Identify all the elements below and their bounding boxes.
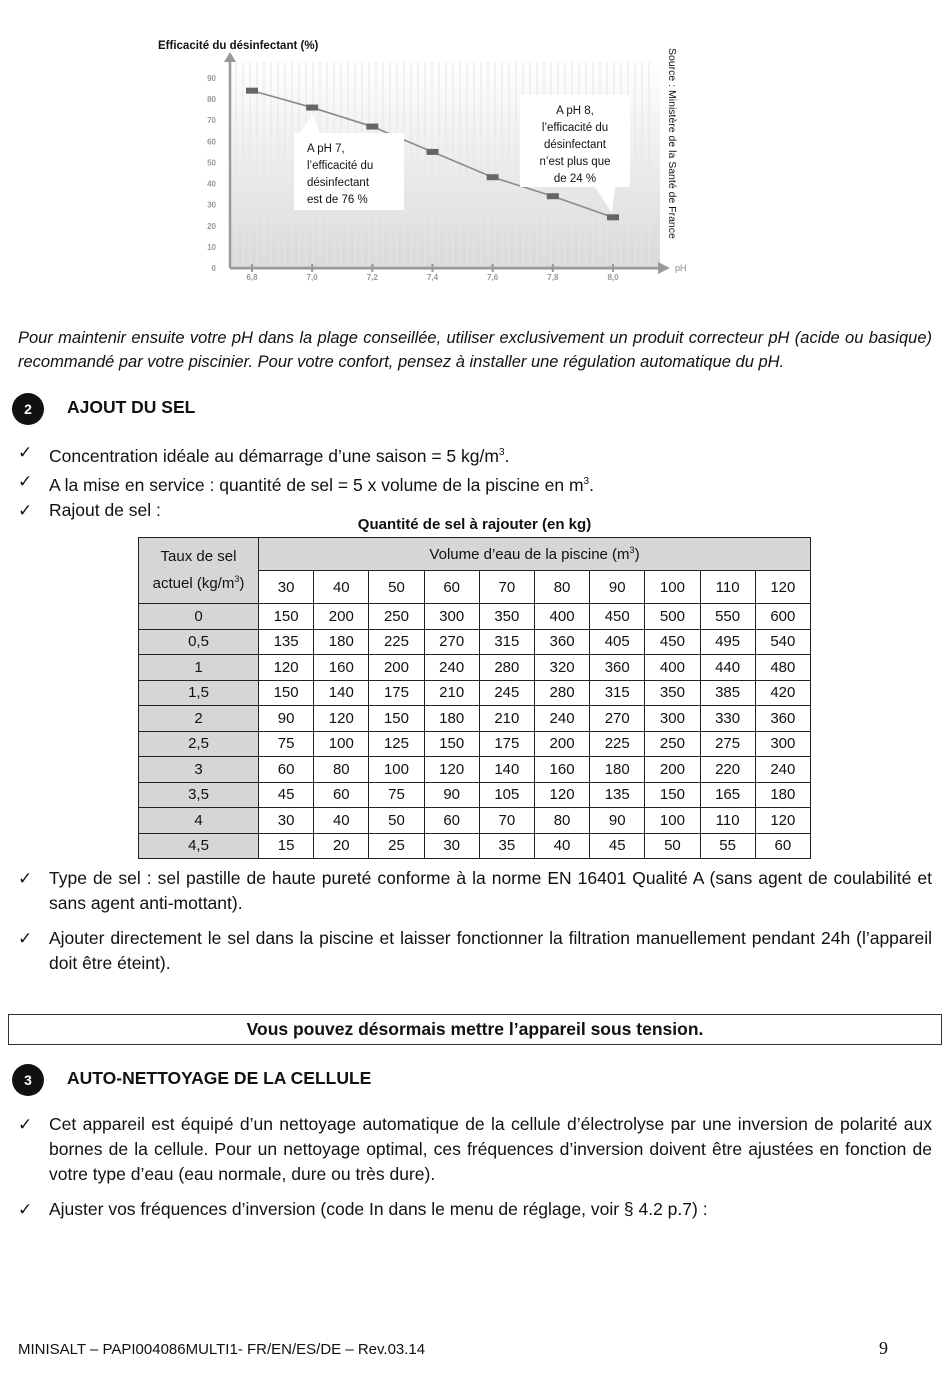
list-item-suffix: . [504, 445, 510, 466]
salt-quantity-cell: 200 [369, 655, 424, 681]
salt-table [138, 537, 811, 859]
list-item-suffix: . [589, 474, 594, 495]
list-item-text: Cet appareil est équipé d’un nettoyage automatique de la cellule d’électrolyse par une inversion de polarité aux bornes de la cellule. Pour un nettoyage optimal, ces fréquences d’inversion doivent être ajustées en fonction de votre type d’eau (eau normale, dure ou très dure). [49, 1114, 932, 1184]
section-3-title: AUTO-NETTOYAGE DE LA CELLULE [67, 1068, 372, 1088]
chart-x-tick-label: 7,0 [306, 273, 318, 282]
chart-y-ticks [207, 74, 216, 273]
annotation-text-line: l’efficacité du [307, 160, 374, 172]
chart-y-tick-label: 0 [211, 264, 216, 273]
salt-quantity-cell: 60 [259, 757, 314, 783]
salt-quantity-cell: 270 [424, 629, 479, 655]
list-item-text: A la mise en service : quantité de sel = 5 x volume de la piscine en m [49, 474, 584, 495]
salt-quantity-cell: 75 [259, 731, 314, 757]
table-row [139, 757, 811, 783]
salt-quantity-cell: 225 [369, 629, 424, 655]
salt-quantity-cell: 550 [700, 604, 755, 630]
chart-y-axis-title: Efficacité du désinfectant (%) [158, 40, 319, 52]
salt-quantity-cell: 120 [534, 782, 589, 808]
salt-quantity-cell: 180 [424, 706, 479, 732]
volume-header-text: Volume d’eau de la piscine (m [429, 546, 630, 563]
salt-quantity-cell: 100 [645, 808, 700, 834]
salt-quantity-cell: 100 [369, 757, 424, 783]
salt-quantity-cell: 40 [314, 808, 369, 834]
salt-quantity-cell: 540 [755, 629, 810, 655]
annotation-text-line: désinfectant [307, 177, 370, 189]
salt-quantity-cell: 275 [700, 731, 755, 757]
salt-quantity-cell: 240 [424, 655, 479, 681]
checkmark-icon: ✓ [18, 471, 33, 491]
checkmark-icon: ✓ [18, 1115, 33, 1134]
salt-quantity-cell: 315 [590, 680, 645, 706]
footer-document-reference: MINISALT – PAPI004086MULTI1- FR/EN/ES/DE – Rev.03.14 [18, 1341, 426, 1358]
salt-quantity-cell: 200 [645, 757, 700, 783]
chart-source-label: Source : Ministère de la Santé de France [666, 48, 678, 239]
salt-quantity-cell: 210 [479, 706, 534, 732]
volume-column-header: 120 [755, 571, 810, 604]
volume-column-header: 90 [590, 571, 645, 604]
salt-quantity-cell: 180 [314, 629, 369, 655]
footer-page-number: 9 [879, 1338, 888, 1358]
salt-quantity-cell: 35 [479, 833, 534, 859]
table-row [139, 731, 811, 757]
salt-quantity-cell: 160 [534, 757, 589, 783]
table-row [139, 680, 811, 706]
chart-x-tick-label: 7,6 [487, 273, 499, 282]
ph-intro-paragraph: Pour maintenir ensuite votre pH dans la plage conseillée, utiliser exclusivement un produit correcteur pH (acide ou basique) recommandé par votre piscinier. Pour votre confort, pensez à installer une régulation automatique du pH. [18, 329, 932, 371]
salt-quantity-cell: 120 [259, 655, 314, 681]
salt-quantity-cell: 240 [534, 706, 589, 732]
salt-rate-cell: 2,5 [139, 731, 259, 757]
salt-quantity-cell: 450 [590, 604, 645, 630]
section-2-number-badge: 2 [12, 393, 44, 425]
chart-data-point [427, 149, 439, 155]
salt-rate-cell: 1 [139, 655, 259, 681]
salt-quantity-cell: 220 [700, 757, 755, 783]
table-row [139, 604, 811, 630]
salt-quantity-cell: 450 [645, 629, 700, 655]
salt-notes-list [18, 866, 932, 976]
chart-x-tick-label: 7,8 [547, 273, 559, 282]
salt-quantity-cell: 200 [534, 731, 589, 757]
salt-quantity-cell: 320 [534, 655, 589, 681]
table-row [139, 833, 811, 859]
checkmark-icon: ✓ [18, 1200, 33, 1219]
table-row [139, 706, 811, 732]
salt-quantity-cell: 15 [259, 833, 314, 859]
salt-quantity-cell: 125 [369, 731, 424, 757]
salt-quantity-cell: 300 [645, 706, 700, 732]
chart-x-tick-label: 6,8 [246, 273, 258, 282]
salt-quantity-cell: 240 [755, 757, 810, 783]
chart-y-tick-label: 30 [207, 200, 216, 210]
salt-quantity-cell: 300 [424, 604, 479, 630]
salt-quantity-cell: 30 [259, 808, 314, 834]
salt-quantity-cell: 30 [424, 833, 479, 859]
salt-quantity-cell: 250 [369, 604, 424, 630]
salt-quantity-cell: 180 [755, 782, 810, 808]
list-item-text: Rajout de sel : [49, 499, 161, 520]
salt-quantity-cell: 135 [259, 629, 314, 655]
list-item [18, 1197, 932, 1222]
salt-quantity-cell: 50 [369, 808, 424, 834]
salt-rate-cell: 2 [139, 706, 259, 732]
list-item-text: Ajouter directement le sel dans la piscine et laisser fonctionner la filtration manuellement pendant 24h (l’appareil doit être éteint). [49, 928, 932, 973]
chart-x-axis-arrow [658, 262, 670, 274]
volume-column-header: 30 [259, 571, 314, 604]
salt-quantity-cell: 360 [534, 629, 589, 655]
list-item [18, 926, 932, 976]
superscript: 3 [583, 475, 590, 487]
table-row [139, 655, 811, 681]
salt-quantity-cell: 120 [424, 757, 479, 783]
power-on-notice: Vous pouvez désormais mettre l’appareil sous tension. [8, 1014, 942, 1045]
salt-rate-cell: 4 [139, 808, 259, 834]
list-item [18, 866, 932, 916]
salt-intro-list [18, 440, 932, 523]
superscript: 3 [234, 574, 240, 584]
salt-quantity-cell: 315 [479, 629, 534, 655]
salt-quantity-cell: 140 [479, 757, 534, 783]
checkmark-icon: ✓ [18, 929, 33, 948]
salt-quantity-cell: 70 [479, 808, 534, 834]
salt-quantity-cell: 45 [590, 833, 645, 859]
salt-quantity-cell: 90 [259, 706, 314, 732]
chart-y-tick-label: 70 [207, 116, 216, 126]
salt-quantity-cell: 225 [590, 731, 645, 757]
chart-data-point [246, 88, 258, 94]
annotation-text-line: n’est plus que [539, 156, 611, 168]
self-cleaning-list [18, 1112, 932, 1222]
volume-column-header: 50 [369, 571, 424, 604]
list-item-text: Concentration idéale au démarrage d’une saison = 5 kg/m [49, 445, 499, 466]
section-2-title: AJOUT DU SEL [67, 397, 196, 417]
salt-quantity-cell: 385 [700, 680, 755, 706]
checkmark-icon: ✓ [18, 500, 33, 520]
list-item [18, 1112, 932, 1187]
salt-quantity-cell: 105 [479, 782, 534, 808]
chart-data-point [306, 105, 318, 111]
salt-quantity-cell: 165 [700, 782, 755, 808]
list-item [18, 469, 932, 498]
annotation-text-line: désinfectant [543, 139, 607, 151]
volume-column-header: 70 [479, 571, 534, 604]
ph-efficiency-chart [150, 30, 690, 292]
salt-quantity-cell: 360 [755, 706, 810, 732]
salt-quantity-cell: 180 [590, 757, 645, 783]
salt-quantity-cell: 350 [479, 604, 534, 630]
corner-header-suffix: ) [239, 575, 245, 592]
volume-column-header: 80 [534, 571, 589, 604]
salt-quantity-cell: 45 [259, 782, 314, 808]
salt-quantity-cell: 50 [645, 833, 700, 859]
salt-quantity-cell: 135 [590, 782, 645, 808]
salt-quantity-cell: 80 [534, 808, 589, 834]
volume-column-header: 100 [645, 571, 700, 604]
salt-quantity-cell: 500 [645, 604, 700, 630]
annotation-text-line: l’efficacité du [541, 122, 609, 134]
chart-y-axis-arrow [224, 52, 236, 62]
salt-quantity-cell: 110 [700, 808, 755, 834]
chart-y-tick-label: 40 [207, 179, 216, 189]
salt-quantity-cell: 100 [314, 731, 369, 757]
salt-quantity-cell: 270 [590, 706, 645, 732]
chart-y-tick-label: 50 [207, 158, 216, 168]
table-row [139, 782, 811, 808]
salt-rate-cell: 0,5 [139, 629, 259, 655]
salt-quantity-cell: 175 [369, 680, 424, 706]
salt-quantity-cell: 440 [700, 655, 755, 681]
salt-table-volume-header [259, 538, 811, 571]
salt-quantity-cell: 250 [645, 731, 700, 757]
volume-column-header: 40 [314, 571, 369, 604]
salt-rate-cell: 0 [139, 604, 259, 630]
superscript: 3 [498, 447, 505, 458]
chart-x-tick-label: 7,4 [426, 273, 439, 282]
chart-y-tick-label: 20 [207, 221, 216, 231]
chart-y-tick-label: 60 [207, 137, 216, 147]
salt-quantity-cell: 120 [314, 706, 369, 732]
salt-rate-cell: 1,5 [139, 680, 259, 706]
annotation-text-line: de 24 % [553, 173, 597, 185]
checkmark-icon: ✓ [18, 443, 33, 462]
salt-quantity-cell: 495 [700, 629, 755, 655]
salt-quantity-cell: 20 [314, 833, 369, 859]
chart-y-tick-label: 10 [207, 242, 216, 252]
salt-quantity-cell: 350 [645, 680, 700, 706]
salt-quantity-cell: 90 [590, 808, 645, 834]
salt-quantity-cell: 480 [755, 655, 810, 681]
salt-rate-cell: 4,5 [139, 833, 259, 859]
chart-x-tick-label: 8,0 [607, 273, 619, 282]
salt-quantity-cell: 150 [259, 604, 314, 630]
salt-table-corner-header [139, 538, 259, 604]
chart-x-tick-label: 7,2 [366, 273, 378, 282]
salt-quantity-cell: 60 [314, 782, 369, 808]
annotation-text-line: A pH 8, [556, 105, 594, 117]
corner-header-line-2: actuel (kg/m [152, 575, 235, 592]
salt-quantity-cell: 90 [424, 782, 479, 808]
annotation-text-line: A pH 7, [307, 143, 345, 155]
salt-quantity-cell: 150 [259, 680, 314, 706]
chart-x-axis-title: pH [675, 263, 687, 273]
salt-quantity-cell: 55 [700, 833, 755, 859]
salt-quantity-cell: 400 [534, 604, 589, 630]
salt-quantity-cell: 300 [755, 731, 810, 757]
list-item [18, 440, 932, 469]
chart-data-point [607, 214, 619, 220]
section-3-number-badge: 3 [12, 1064, 44, 1096]
salt-quantity-cell: 200 [314, 604, 369, 630]
salt-quantity-cell: 25 [369, 833, 424, 859]
salt-quantity-cell: 210 [424, 680, 479, 706]
salt-quantity-cell: 330 [700, 706, 755, 732]
chart-y-tick-label: 80 [207, 95, 216, 105]
table-row [139, 629, 811, 655]
salt-quantity-cell: 405 [590, 629, 645, 655]
salt-table-title: Quantité de sel à rajouter (en kg) [357, 516, 592, 533]
salt-rate-cell: 3,5 [139, 782, 259, 808]
chart-data-point [547, 193, 559, 199]
salt-quantity-cell: 280 [479, 655, 534, 681]
salt-quantity-cell: 400 [645, 655, 700, 681]
salt-quantity-cell: 140 [314, 680, 369, 706]
volume-column-header: 110 [700, 571, 755, 604]
list-item-text: Ajuster vos fréquences d’inversion (code In dans le menu de réglage, voir § 4.2 p.7) : [49, 1199, 708, 1219]
salt-quantity-cell: 280 [534, 680, 589, 706]
salt-rate-cell: 3 [139, 757, 259, 783]
chart-data-point [366, 124, 378, 130]
salt-quantity-cell: 150 [645, 782, 700, 808]
salt-quantity-cell: 245 [479, 680, 534, 706]
salt-quantity-cell: 120 [755, 808, 810, 834]
annotation-text-line: est de 76 % [307, 194, 368, 206]
chart-y-tick-label: 90 [207, 74, 216, 83]
salt-quantity-cell: 600 [755, 604, 810, 630]
salt-quantity-cell: 360 [590, 655, 645, 681]
volume-header-suffix: ) [634, 546, 640, 563]
table-row [139, 808, 811, 834]
salt-quantity-cell: 150 [424, 731, 479, 757]
superscript: 3 [629, 545, 635, 555]
salt-quantity-cell: 150 [369, 706, 424, 732]
salt-quantity-cell: 75 [369, 782, 424, 808]
salt-table-body [139, 604, 811, 859]
salt-quantity-cell: 175 [479, 731, 534, 757]
salt-quantity-cell: 160 [314, 655, 369, 681]
salt-quantity-cell: 420 [755, 680, 810, 706]
list-item-text: Type de sel : sel pastille de haute pureté conforme à la norme EN 16401 Qualité A (sans agent de coulabilité et sans agent anti-mottant). [49, 868, 932, 913]
salt-quantity-cell: 40 [534, 833, 589, 859]
salt-quantity-cell: 80 [314, 757, 369, 783]
salt-quantity-cell: 60 [755, 833, 810, 859]
salt-quantity-cell: 60 [424, 808, 479, 834]
corner-header-line-1: Taux de sel [160, 548, 237, 565]
volume-column-header: 60 [424, 571, 479, 604]
chart-data-point [487, 174, 499, 180]
checkmark-icon: ✓ [18, 869, 33, 888]
